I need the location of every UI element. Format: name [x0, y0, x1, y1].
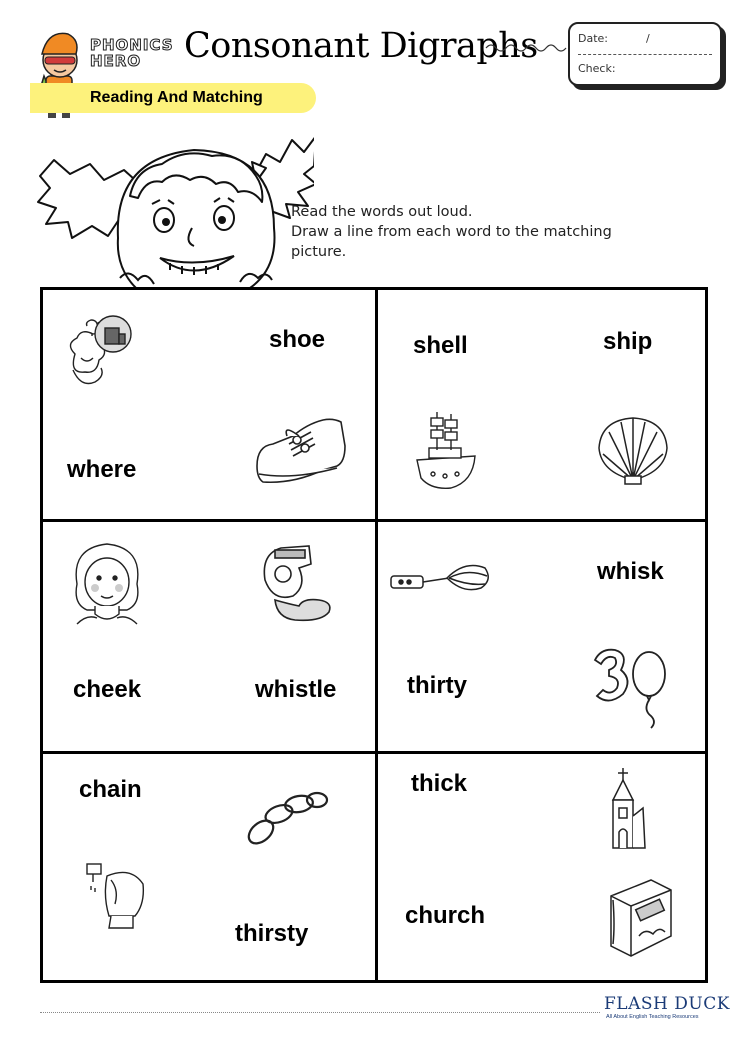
instruction-line-1: Read the words out loud. [291, 204, 473, 220]
page-title: Consonant Digraphs [184, 26, 538, 66]
date-label: Date: [578, 32, 608, 45]
book-icon [605, 876, 675, 960]
shell-icon [595, 414, 671, 486]
word-shoe: shoe [269, 326, 326, 353]
word-church: church [405, 902, 486, 929]
girl-peeking-illustration [34, 118, 314, 294]
instruction-line-3: picture. [291, 244, 347, 260]
church-picture[interactable] [609, 766, 649, 852]
grid-divider-row1 [43, 519, 705, 522]
instructions [291, 202, 691, 262]
shoe-icon [253, 416, 349, 492]
ship-picture[interactable] [411, 410, 481, 496]
shoe-picture[interactable] [253, 416, 349, 492]
word-whisk: whisk [597, 558, 664, 585]
flash-duck-logo: FLASH DUCK [604, 994, 730, 1014]
whistle-icon [255, 540, 335, 626]
squiggle-decoration [484, 38, 568, 58]
word-thirsty: thirsty [235, 920, 309, 947]
grid-divider-row2 [43, 751, 705, 754]
word-thirty: thirty [407, 672, 467, 699]
thinking-person-picture[interactable] [61, 314, 147, 394]
chain-icon [241, 786, 331, 850]
grid-divider-vertical [375, 290, 378, 980]
thirty-balloon-picture[interactable] [591, 646, 671, 730]
brand-line2: HERO [90, 52, 142, 70]
check-label: Check: [578, 62, 616, 75]
matching-grid [40, 287, 708, 983]
footer-divider [40, 1012, 600, 1013]
word-ship: ship [603, 328, 653, 355]
word-shell: shell [413, 332, 468, 359]
whisk-icon [389, 558, 493, 598]
shell-picture[interactable] [595, 414, 671, 486]
instruction-line-2: Draw a line from each word to the matching [291, 224, 612, 240]
flash-duck-tagline: All About English Teaching Resources [606, 1014, 699, 1020]
word-cheek: cheek [73, 676, 142, 703]
activity-banner [30, 83, 316, 113]
date-separator: / [646, 32, 650, 45]
word-where: where [67, 456, 137, 483]
church-icon [609, 766, 649, 852]
banner-label: Reading And Matching [90, 89, 263, 106]
brand-line1: PHONICS [90, 36, 174, 54]
girl-face-picture[interactable] [67, 540, 147, 626]
thirsty-person-picture[interactable] [81, 860, 151, 930]
word-thick: thick [411, 770, 468, 797]
whistle-picture[interactable] [255, 540, 335, 626]
thinking-person-icon [61, 314, 147, 394]
chain-picture[interactable] [241, 786, 331, 850]
word-whistle: whistle [255, 676, 337, 703]
word-chain: chain [79, 776, 142, 803]
date-divider [578, 54, 712, 55]
date-check-box [568, 22, 722, 86]
ship-icon [411, 410, 481, 496]
girl-face-icon [67, 540, 147, 626]
whisk-picture[interactable] [389, 558, 493, 598]
person-drinking-icon [81, 860, 151, 930]
book-picture[interactable] [605, 876, 675, 960]
number-30-balloon-icon [591, 646, 671, 730]
